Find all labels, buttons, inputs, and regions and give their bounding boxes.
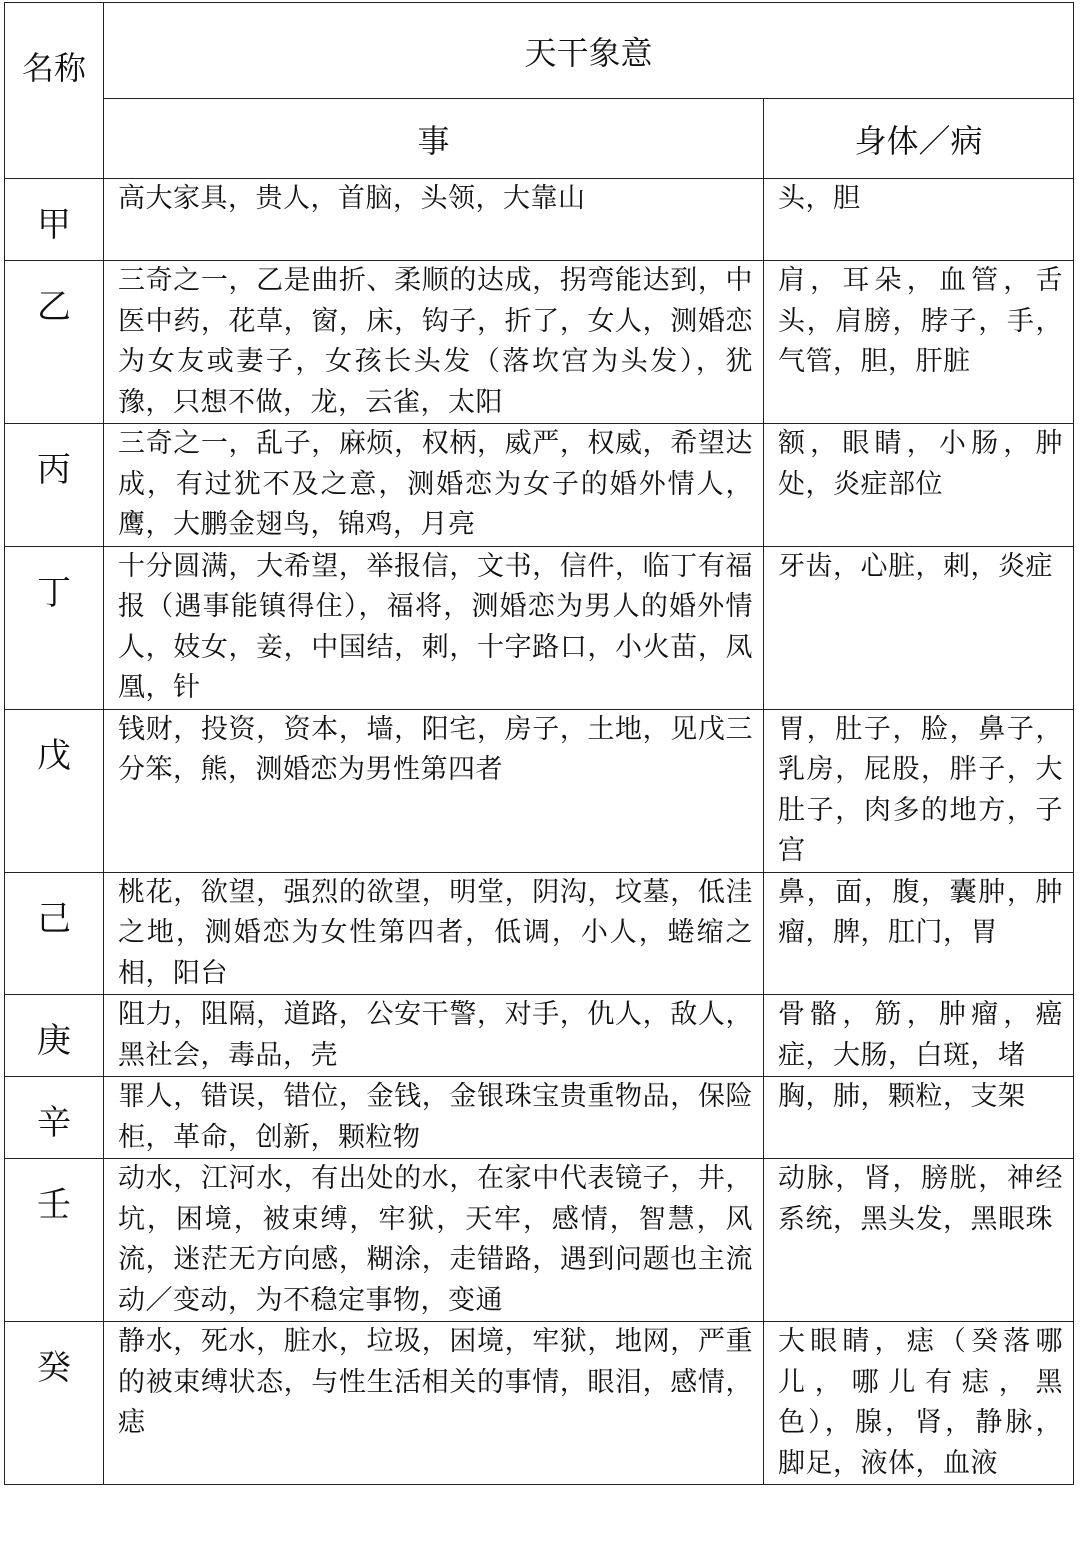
stems-table	[4, 2, 1074, 1485]
matter-cell: 桃花，欲望，强烈的欲望，明堂，阴沟，坟墓，低洼之地，测婚恋为女性第四者，低调，小人，蜷缩之相，阳台	[104, 872, 764, 995]
stem-cell: 壬	[5, 1159, 104, 1322]
header-row-top	[5, 3, 1074, 99]
stem-cell: 甲	[5, 179, 104, 261]
matter-cell: 阻力，阻隔，道路，公安干警，对手，仇人，敌人，黑社会，毒品，壳	[104, 995, 764, 1077]
matter-cell: 三奇之一，乙是曲折、柔顺的达成，拐弯能达到，中医中药，花草，窗，床，钩子，折了，女人，测婚恋为女友或妻子，女孩长头发（落坎宫为头发），犹豫，只想不做，龙，云雀，太阳	[104, 261, 764, 424]
header-row-sub	[5, 99, 1074, 179]
table-row	[5, 709, 1074, 872]
stem-cell: 丁	[5, 546, 104, 709]
matter-cell: 动水，江河水，有出处的水，在家中代表镜子，井，坑，困境，被束缚，牢狱，天牢，感情，智慧，风流，迷茫无方向感，糊涂，走错路，遇到问题也主流动／变动，为不稳定事物，变通	[104, 1159, 764, 1322]
page-margin	[0, 1480, 1080, 1542]
table-row	[5, 872, 1074, 995]
body-cell: 额，眼睛，小肠，肿处，炎症部位	[764, 424, 1074, 547]
body-cell: 牙齿，心脏，刺，炎症	[764, 546, 1074, 709]
table-row	[5, 424, 1074, 547]
stem-cell: 辛	[5, 1077, 104, 1159]
stem-cell: 戊	[5, 709, 104, 872]
table-row	[5, 546, 1074, 709]
body-cell: 胸，肺，颗粒，支架	[764, 1077, 1074, 1159]
body-cell: 大眼睛，痣（癸落哪儿，哪儿有痣，黑色），腺，肾，静脉，脚足，液体，血液	[764, 1322, 1074, 1485]
body-cell: 骨骼，筋，肿瘤，癌症，大肠，白斑，堵	[764, 995, 1074, 1077]
body-cell: 鼻，面，腹，囊肿，肿瘤，脾，肛门，胃	[764, 872, 1074, 995]
table-row	[5, 261, 1074, 424]
body-cell: 肩，耳朵，血管，舌头，肩膀，脖子，手，气管，胆，肝脏	[764, 261, 1074, 424]
header-name: 名称	[5, 3, 104, 179]
body-cell: 头，胆	[764, 179, 1074, 261]
stem-cell: 庚	[5, 995, 104, 1077]
body-cell: 胃，肚子，脸，鼻子，乳房，屁股，胖子，大肚子，肉多的地方，子宫	[764, 709, 1074, 872]
header-group-title: 天干象意	[104, 3, 1074, 99]
header-matter: 事	[104, 99, 764, 179]
table-row	[5, 1159, 1074, 1322]
table-row	[5, 1322, 1074, 1485]
matter-cell: 十分圆满，大希望，举报信，文书，信件，临丁有福报（遇事能镇得住），福将，测婚恋为男人的婚外情人，妓女，妾，中国结，刺，十字路口，小火苗，凤凰，针	[104, 546, 764, 709]
table-row	[5, 1077, 1074, 1159]
table-row	[5, 179, 1074, 261]
stem-cell: 癸	[5, 1322, 104, 1485]
stem-cell: 己	[5, 872, 104, 995]
matter-cell: 三奇之一，乱子，麻烦，权柄，威严，权威，希望达成，有过犹不及之意，测婚恋为女子的婚外情人，鹰，大鹏金翅鸟，锦鸡，月亮	[104, 424, 764, 547]
stem-cell: 丙	[5, 424, 104, 547]
header-body: 身体／病	[764, 99, 1074, 179]
matter-cell: 静水，死水，脏水，垃圾，困境，牢狱，地网，严重的被束缚状态，与性生活相关的事情，眼泪，感情，痣	[104, 1322, 764, 1485]
matter-cell: 罪人，错误，错位，金钱，金银珠宝贵重物品，保险柜，革命，创新，颗粒物	[104, 1077, 764, 1159]
stem-cell: 乙	[5, 261, 104, 424]
body-cell: 动脉，肾，膀胱，神经系统，黑头发，黑眼珠	[764, 1159, 1074, 1322]
table-row	[5, 995, 1074, 1077]
matter-cell: 钱财，投资，资本，墙，阳宅，房子，土地，见戊三分笨，熊，测婚恋为男性第四者	[104, 709, 764, 872]
matter-cell: 高大家具，贵人，首脑，头领，大靠山	[104, 179, 764, 261]
